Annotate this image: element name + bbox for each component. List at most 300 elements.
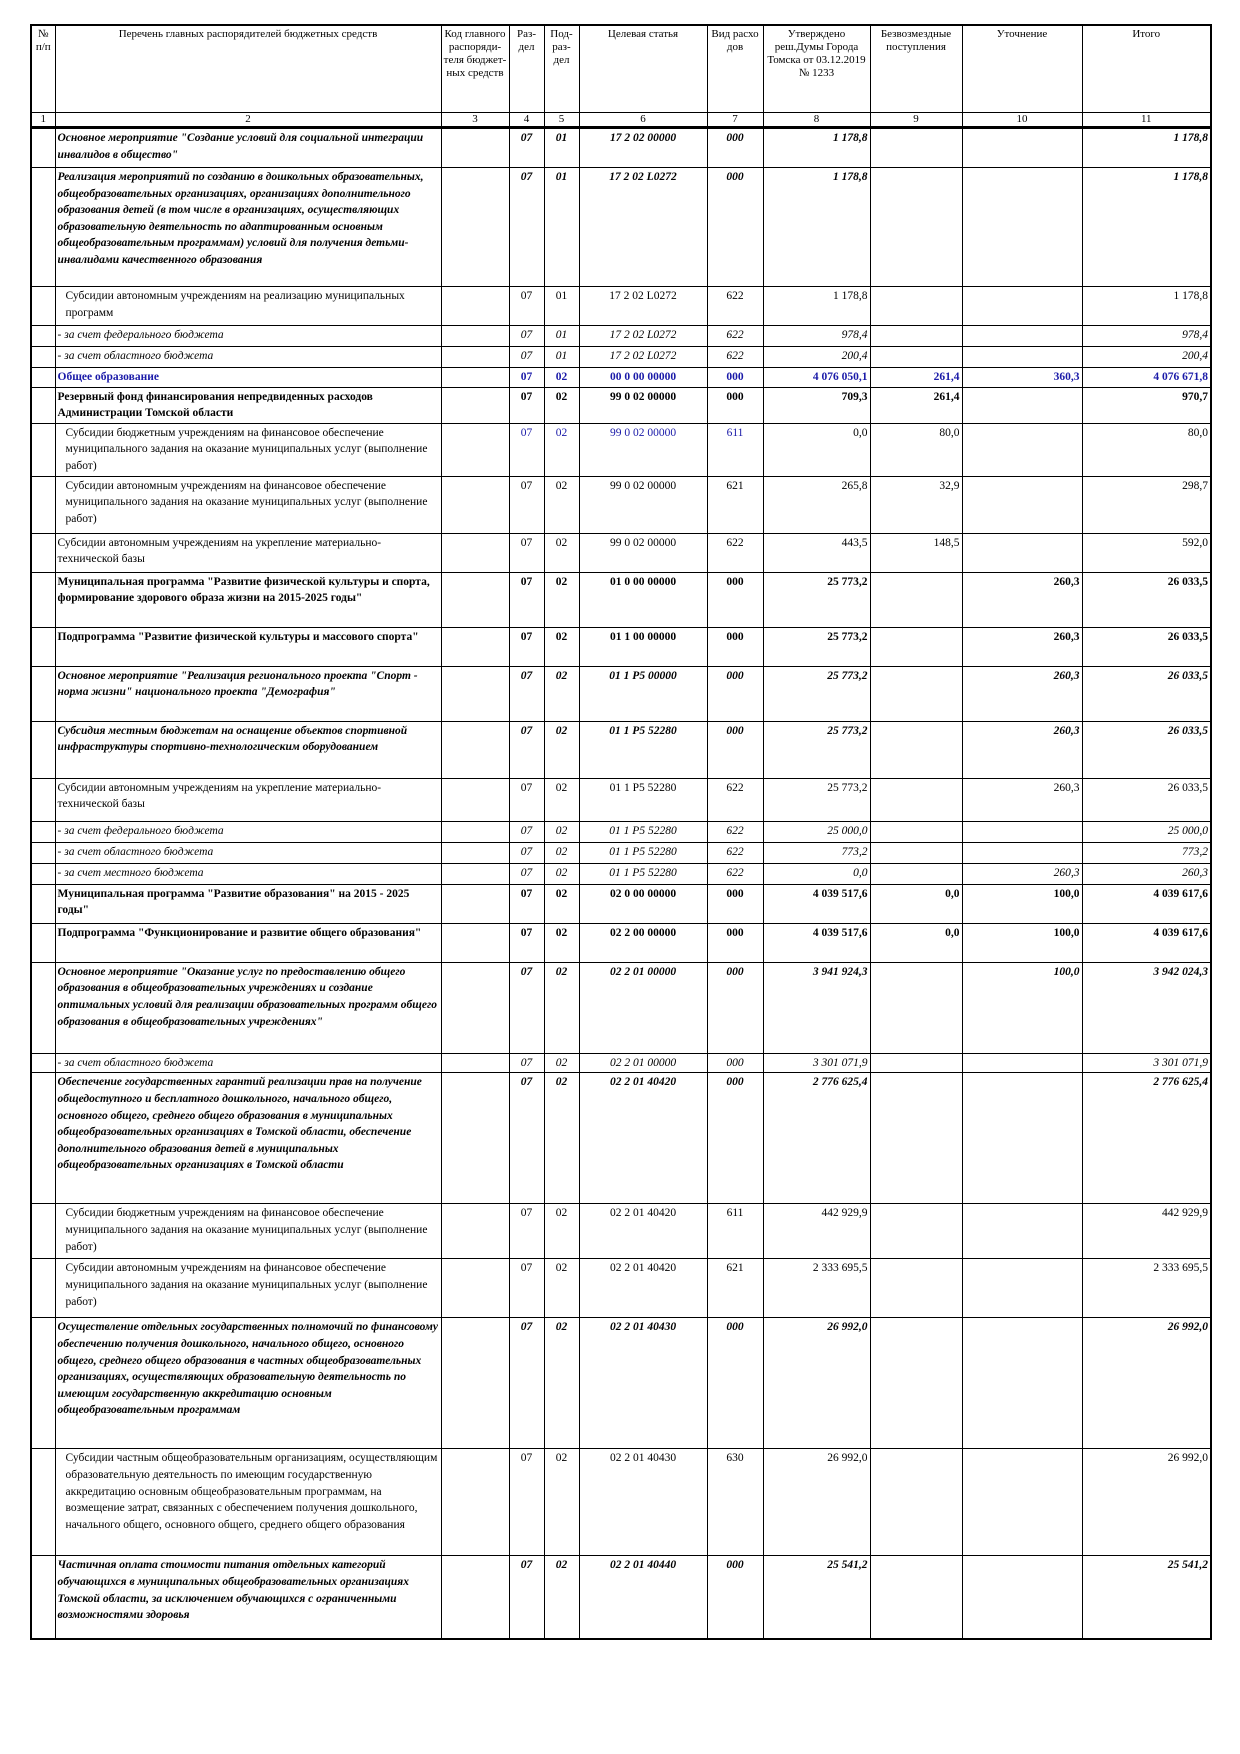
cell-num — [31, 533, 55, 572]
cell-razdel: 07 — [509, 128, 544, 168]
table-row — [31, 168, 1211, 287]
cell-approved: 25 773,2 — [763, 666, 870, 721]
cell-code — [441, 863, 509, 884]
cell-num — [31, 572, 55, 627]
cell-code — [441, 572, 509, 627]
table-row — [31, 476, 1211, 533]
cell-podrazdel: 02 — [544, 572, 579, 627]
cell-num — [31, 821, 55, 842]
cell-approved: 26 992,0 — [763, 1318, 870, 1449]
cell-podrazdel: 02 — [544, 884, 579, 923]
cell-free-receipts — [870, 1449, 962, 1556]
cell-podrazdel: 02 — [544, 721, 579, 778]
cell-vid: 000 — [707, 168, 763, 287]
cell-statya: 02 2 01 40420 — [579, 1204, 707, 1259]
cell-vid: 622 — [707, 842, 763, 863]
table-row — [31, 1053, 1211, 1073]
cell-vid: 611 — [707, 1204, 763, 1259]
cell-clarification: 100,0 — [962, 923, 1082, 962]
cell-statya: 02 2 00 00000 — [579, 923, 707, 962]
cell-statya: 00 0 00 00000 — [579, 368, 707, 388]
col-number: 7 — [707, 113, 763, 128]
header-free-receipts: Безвозмездные поступления — [870, 25, 962, 113]
cell-podrazdel: 02 — [544, 1449, 579, 1556]
cell-num — [31, 168, 55, 287]
table-row — [31, 863, 1211, 884]
cell-num — [31, 627, 55, 666]
cell-code — [441, 778, 509, 821]
cell-razdel: 07 — [509, 842, 544, 863]
cell-code — [441, 347, 509, 368]
cell-razdel: 07 — [509, 962, 544, 1053]
cell-razdel: 07 — [509, 476, 544, 533]
cell-num — [31, 962, 55, 1053]
cell-approved: 200,4 — [763, 347, 870, 368]
table-row — [31, 368, 1211, 388]
cell-name: Субсидии автономным учреждениям на финансовое обеспечение муниципального задания на оказание муниципальных услуг (выполнение работ) — [55, 476, 441, 533]
cell-clarification: 100,0 — [962, 962, 1082, 1053]
cell-total: 592,0 — [1082, 533, 1211, 572]
cell-podrazdel: 01 — [544, 128, 579, 168]
cell-name: Субсидия местным бюджетам на оснащение объектов спортивной инфраструктуры спортивно-технологическим оборудованием — [55, 721, 441, 778]
cell-num — [31, 1073, 55, 1204]
cell-approved: 26 992,0 — [763, 1449, 870, 1556]
cell-approved: 442 929,9 — [763, 1204, 870, 1259]
cell-code — [441, 423, 509, 476]
cell-total: 26 033,5 — [1082, 627, 1211, 666]
cell-vid: 000 — [707, 387, 763, 423]
header-approved: Утверждено реш.Думы Города Томска от 03.12.2019 № 1233 — [763, 25, 870, 113]
cell-podrazdel: 02 — [544, 1073, 579, 1204]
table-row — [31, 423, 1211, 476]
cell-total: 978,4 — [1082, 326, 1211, 347]
cell-statya: 02 2 01 40420 — [579, 1259, 707, 1318]
cell-name: Субсидии частным общеобразовательным организациям, осуществляющим образовательную деятельность по имеющим государственную аккредитацию основным общеобразовательным программам, на возмещение затрат, связанных с обеспечением получения дошкольного, начального общего, основного общего, среднего общего образования — [55, 1449, 441, 1556]
cell-razdel: 07 — [509, 326, 544, 347]
cell-free-receipts: 148,5 — [870, 533, 962, 572]
cell-clarification — [962, 1073, 1082, 1204]
cell-free-receipts — [870, 962, 962, 1053]
col-number: 10 — [962, 113, 1082, 128]
cell-num — [31, 387, 55, 423]
cell-code — [441, 1204, 509, 1259]
col-number: 5 — [544, 113, 579, 128]
cell-clarification: 260,3 — [962, 721, 1082, 778]
cell-free-receipts: 261,4 — [870, 387, 962, 423]
cell-vid: 622 — [707, 287, 763, 326]
budget-table-sheet — [30, 24, 1210, 1640]
cell-clarification — [962, 821, 1082, 842]
col-number: 8 — [763, 113, 870, 128]
table-row — [31, 923, 1211, 962]
cell-approved: 2 333 695,5 — [763, 1259, 870, 1318]
cell-vid: 000 — [707, 128, 763, 168]
cell-statya: 17 2 02 L0272 — [579, 347, 707, 368]
cell-total: 2 333 695,5 — [1082, 1259, 1211, 1318]
cell-name: Субсидии автономным учреждениям на укрепление материально-технической базы — [55, 533, 441, 572]
cell-statya: 02 2 01 00000 — [579, 1053, 707, 1073]
cell-total: 4 039 617,6 — [1082, 884, 1211, 923]
cell-razdel: 07 — [509, 923, 544, 962]
cell-razdel: 07 — [509, 884, 544, 923]
cell-razdel: 07 — [509, 347, 544, 368]
cell-approved: 4 039 517,6 — [763, 923, 870, 962]
cell-free-receipts: 32,9 — [870, 476, 962, 533]
cell-total: 4 076 671,8 — [1082, 368, 1211, 388]
cell-name: - за счет областного бюджета — [55, 347, 441, 368]
cell-name: Субсидии автономным учреждениям на финансовое обеспечение муниципального задания на оказание муниципальных услуг (выполнение работ) — [55, 1259, 441, 1318]
cell-razdel: 07 — [509, 1053, 544, 1073]
cell-vid: 630 — [707, 1449, 763, 1556]
table-row — [31, 128, 1211, 168]
cell-name: Основное мероприятие "Оказание услуг по предоставлению общего образования в общеобразовательных учреждениях и создание оптимальных условий для реализации образовательных программ общего образования в общеобразовательных учреждениях" — [55, 962, 441, 1053]
cell-vid: 622 — [707, 821, 763, 842]
cell-razdel: 07 — [509, 387, 544, 423]
cell-num — [31, 863, 55, 884]
cell-name: - за счет областного бюджета — [55, 1053, 441, 1073]
cell-statya: 02 0 00 00000 — [579, 884, 707, 923]
cell-statya: 01 1 00 00000 — [579, 627, 707, 666]
cell-statya: 17 2 02 00000 — [579, 128, 707, 168]
cell-statya: 02 2 01 40430 — [579, 1318, 707, 1449]
cell-vid: 000 — [707, 721, 763, 778]
cell-free-receipts — [870, 721, 962, 778]
cell-code — [441, 287, 509, 326]
table-row — [31, 1073, 1211, 1204]
cell-podrazdel: 02 — [544, 923, 579, 962]
cell-podrazdel: 02 — [544, 627, 579, 666]
cell-code — [441, 821, 509, 842]
cell-clarification — [962, 1318, 1082, 1449]
header-vid: Вид расхо дов — [707, 25, 763, 113]
cell-razdel: 07 — [509, 627, 544, 666]
cell-num — [31, 1449, 55, 1556]
header-clarification: Уточнение — [962, 25, 1082, 113]
cell-razdel: 07 — [509, 1259, 544, 1318]
cell-total: 26 033,5 — [1082, 778, 1211, 821]
cell-statya: 01 1 P5 52280 — [579, 721, 707, 778]
cell-name: Реализация мероприятий по созданию в дошкольных образовательных, общеобразовательных организациях, организациях дополнительного образования детей (в том числе в организациях, осуществляющих образовательную деятельность по адаптированным основным общеобразовательным программам) условий для получения детьми-инвалидами качественного образования — [55, 168, 441, 287]
table-row — [31, 1449, 1211, 1556]
cell-total: 25 541,2 — [1082, 1556, 1211, 1640]
cell-name: Основное мероприятие "Создание условий для социальной интеграции инвалидов в общество" — [55, 128, 441, 168]
cell-statya: 01 1 P5 52280 — [579, 842, 707, 863]
cell-clarification — [962, 1449, 1082, 1556]
table-row — [31, 572, 1211, 627]
cell-free-receipts — [870, 1259, 962, 1318]
table-row — [31, 533, 1211, 572]
cell-clarification: 360,3 — [962, 368, 1082, 388]
cell-statya: 17 2 02 L0272 — [579, 326, 707, 347]
header-podrazdel: Под- раз- дел — [544, 25, 579, 113]
cell-free-receipts — [870, 666, 962, 721]
cell-vid: 000 — [707, 1318, 763, 1449]
cell-free-receipts — [870, 1556, 962, 1640]
cell-code — [441, 387, 509, 423]
cell-code — [441, 1318, 509, 1449]
cell-name: - за счет местного бюджета — [55, 863, 441, 884]
cell-clarification: 260,3 — [962, 572, 1082, 627]
cell-num — [31, 721, 55, 778]
cell-name: Субсидии автономным учреждениям на реализацию муниципальных программ — [55, 287, 441, 326]
header-razdel: Раз- дел — [509, 25, 544, 113]
col-number: 1 — [31, 113, 55, 128]
cell-code — [441, 326, 509, 347]
table-row — [31, 627, 1211, 666]
cell-free-receipts — [870, 1318, 962, 1449]
table-row — [31, 884, 1211, 923]
cell-total: 26 033,5 — [1082, 666, 1211, 721]
cell-razdel: 07 — [509, 778, 544, 821]
cell-code — [441, 1449, 509, 1556]
col-number: 2 — [55, 113, 441, 128]
cell-total: 1 178,8 — [1082, 128, 1211, 168]
cell-num — [31, 476, 55, 533]
budget-table — [30, 24, 1212, 1640]
cell-vid: 622 — [707, 533, 763, 572]
cell-podrazdel: 02 — [544, 821, 579, 842]
cell-code — [441, 721, 509, 778]
cell-approved: 25 773,2 — [763, 721, 870, 778]
cell-total: 1 178,8 — [1082, 287, 1211, 326]
cell-code — [441, 1259, 509, 1318]
cell-clarification — [962, 1204, 1082, 1259]
cell-free-receipts — [870, 1053, 962, 1073]
cell-free-receipts — [870, 821, 962, 842]
cell-vid: 000 — [707, 884, 763, 923]
cell-podrazdel: 01 — [544, 168, 579, 287]
cell-code — [441, 923, 509, 962]
cell-podrazdel: 01 — [544, 287, 579, 326]
cell-statya: 01 0 00 00000 — [579, 572, 707, 627]
cell-name: Подпрограмма "Функционирование и развитие общего образования" — [55, 923, 441, 962]
cell-clarification — [962, 347, 1082, 368]
cell-podrazdel: 02 — [544, 962, 579, 1053]
cell-name: Субсидии автономным учреждениям на укрепление материально-технической базы — [55, 778, 441, 821]
table-row — [31, 666, 1211, 721]
cell-approved: 1 178,8 — [763, 128, 870, 168]
header-name: Перечень главных распорядителей бюджетных средств — [55, 25, 441, 113]
cell-code — [441, 1556, 509, 1640]
cell-approved: 709,3 — [763, 387, 870, 423]
cell-razdel: 07 — [509, 287, 544, 326]
cell-free-receipts: 0,0 — [870, 923, 962, 962]
cell-podrazdel: 02 — [544, 1204, 579, 1259]
cell-total: 80,0 — [1082, 423, 1211, 476]
cell-vid: 621 — [707, 476, 763, 533]
cell-total: 970,7 — [1082, 387, 1211, 423]
cell-podrazdel: 02 — [544, 1556, 579, 1640]
cell-code — [441, 627, 509, 666]
cell-razdel: 07 — [509, 666, 544, 721]
cell-clarification — [962, 533, 1082, 572]
cell-razdel: 07 — [509, 721, 544, 778]
cell-clarification — [962, 287, 1082, 326]
cell-approved: 1 178,8 — [763, 168, 870, 287]
cell-code — [441, 962, 509, 1053]
cell-statya: 02 2 01 40440 — [579, 1556, 707, 1640]
cell-approved: 4 076 050,1 — [763, 368, 870, 388]
cell-free-receipts: 261,4 — [870, 368, 962, 388]
cell-approved: 3 941 924,3 — [763, 962, 870, 1053]
cell-approved: 25 773,2 — [763, 572, 870, 627]
cell-total: 260,3 — [1082, 863, 1211, 884]
cell-free-receipts — [870, 572, 962, 627]
cell-vid: 622 — [707, 347, 763, 368]
cell-statya: 99 0 02 00000 — [579, 423, 707, 476]
cell-num — [31, 1053, 55, 1073]
cell-clarification — [962, 1556, 1082, 1640]
cell-statya: 02 2 01 00000 — [579, 962, 707, 1053]
cell-razdel: 07 — [509, 1204, 544, 1259]
cell-total: 26 992,0 — [1082, 1318, 1211, 1449]
cell-approved: 0,0 — [763, 863, 870, 884]
cell-podrazdel: 02 — [544, 423, 579, 476]
table-row — [31, 1318, 1211, 1449]
table-body — [31, 128, 1211, 1640]
col-number: 6 — [579, 113, 707, 128]
header-num: № п/п — [31, 25, 55, 113]
cell-razdel: 07 — [509, 863, 544, 884]
table-row — [31, 778, 1211, 821]
cell-clarification — [962, 842, 1082, 863]
cell-code — [441, 1073, 509, 1204]
cell-statya: 01 1 P5 52280 — [579, 821, 707, 842]
cell-podrazdel: 01 — [544, 347, 579, 368]
cell-num — [31, 1259, 55, 1318]
header-total: Итого — [1082, 25, 1211, 113]
cell-code — [441, 533, 509, 572]
cell-razdel: 07 — [509, 533, 544, 572]
cell-statya: 02 2 01 40420 — [579, 1073, 707, 1204]
cell-name: Субсидии бюджетным учреждениям на финансовое обеспечение муниципального задания на оказание муниципальных услуг (выполнение работ) — [55, 423, 441, 476]
cell-approved: 265,8 — [763, 476, 870, 533]
cell-num — [31, 884, 55, 923]
cell-num — [31, 1556, 55, 1640]
cell-podrazdel: 02 — [544, 1318, 579, 1449]
cell-name: - за счет областного бюджета — [55, 842, 441, 863]
cell-total: 200,4 — [1082, 347, 1211, 368]
cell-total: 26 992,0 — [1082, 1449, 1211, 1556]
cell-name: Подпрограмма "Развитие физической культуры и массового спорта" — [55, 627, 441, 666]
table-row — [31, 326, 1211, 347]
cell-num — [31, 368, 55, 388]
cell-clarification — [962, 1053, 1082, 1073]
cell-total: 26 033,5 — [1082, 572, 1211, 627]
cell-num — [31, 666, 55, 721]
cell-vid: 000 — [707, 1053, 763, 1073]
cell-num — [31, 778, 55, 821]
cell-statya: 99 0 02 00000 — [579, 476, 707, 533]
table-row — [31, 287, 1211, 326]
cell-total: 25 000,0 — [1082, 821, 1211, 842]
cell-razdel: 07 — [509, 423, 544, 476]
cell-statya: 02 2 01 40430 — [579, 1449, 707, 1556]
table-row — [31, 387, 1211, 423]
cell-podrazdel: 02 — [544, 476, 579, 533]
cell-total: 3 301 071,9 — [1082, 1053, 1211, 1073]
cell-approved: 773,2 — [763, 842, 870, 863]
cell-statya: 01 1 P5 52280 — [579, 863, 707, 884]
cell-name: Основное мероприятие "Реализация регионального проекта "Спорт - норма жизни" национального проекта "Демография" — [55, 666, 441, 721]
table-row — [31, 962, 1211, 1053]
cell-free-receipts — [870, 1204, 962, 1259]
cell-clarification: 100,0 — [962, 884, 1082, 923]
cell-approved: 1 178,8 — [763, 287, 870, 326]
cell-approved: 25 000,0 — [763, 821, 870, 842]
table-row — [31, 1556, 1211, 1640]
cell-code — [441, 128, 509, 168]
cell-num — [31, 923, 55, 962]
cell-clarification — [962, 168, 1082, 287]
cell-razdel: 07 — [509, 572, 544, 627]
cell-podrazdel: 02 — [544, 1053, 579, 1073]
cell-code — [441, 168, 509, 287]
cell-vid: 611 — [707, 423, 763, 476]
cell-podrazdel: 02 — [544, 666, 579, 721]
table-row — [31, 842, 1211, 863]
cell-razdel: 07 — [509, 1449, 544, 1556]
cell-name: Субсидии бюджетным учреждениям на финансовое обеспечение муниципального задания на оказание муниципальных услуг (выполнение работ) — [55, 1204, 441, 1259]
cell-name: Муниципальная программа "Развитие физической культуры и спорта, формирование здорового образа жизни на 2015-2025 годы" — [55, 572, 441, 627]
cell-vid: 000 — [707, 627, 763, 666]
cell-free-receipts — [870, 326, 962, 347]
cell-free-receipts — [870, 347, 962, 368]
cell-free-receipts — [870, 168, 962, 287]
cell-free-receipts — [870, 1073, 962, 1204]
cell-clarification: 260,3 — [962, 627, 1082, 666]
cell-vid: 000 — [707, 923, 763, 962]
cell-free-receipts — [870, 627, 962, 666]
cell-approved: 978,4 — [763, 326, 870, 347]
cell-total: 773,2 — [1082, 842, 1211, 863]
cell-razdel: 07 — [509, 1318, 544, 1449]
cell-podrazdel: 01 — [544, 326, 579, 347]
cell-vid: 622 — [707, 326, 763, 347]
table-row — [31, 1259, 1211, 1318]
cell-total: 4 039 617,6 — [1082, 923, 1211, 962]
cell-name: - за счет федерального бюджета — [55, 821, 441, 842]
cell-num — [31, 1204, 55, 1259]
cell-razdel: 07 — [509, 168, 544, 287]
header-statya: Целевая статья — [579, 25, 707, 113]
cell-clarification: 260,3 — [962, 778, 1082, 821]
cell-razdel: 07 — [509, 368, 544, 388]
cell-total: 442 929,9 — [1082, 1204, 1211, 1259]
col-number: 3 — [441, 113, 509, 128]
cell-name: Обеспечение государственных гарантий реализации прав на получение общедоступного и бесплатного дошкольного, начального общего, основного общего, среднего общего образования в муниципальных общеобразовательных организациях в Томской области, обеспечение дополнительного образования детей в муниципальных общеобразовательных организациях в Томской области — [55, 1073, 441, 1204]
cell-num — [31, 287, 55, 326]
col-number: 11 — [1082, 113, 1211, 128]
cell-approved: 25 773,2 — [763, 778, 870, 821]
cell-num — [31, 423, 55, 476]
cell-total: 1 178,8 — [1082, 168, 1211, 287]
cell-approved: 3 301 071,9 — [763, 1053, 870, 1073]
cell-razdel: 07 — [509, 1073, 544, 1204]
cell-vid: 000 — [707, 572, 763, 627]
header-code: Код главного распоряди- теля бюджет- ных средств — [441, 25, 509, 113]
cell-code — [441, 884, 509, 923]
cell-free-receipts — [870, 128, 962, 168]
cell-code — [441, 666, 509, 721]
cell-statya: 01 1 P5 52280 — [579, 778, 707, 821]
table-row — [31, 721, 1211, 778]
cell-num — [31, 326, 55, 347]
cell-statya: 17 2 02 L0272 — [579, 168, 707, 287]
cell-vid: 622 — [707, 778, 763, 821]
cell-statya: 99 0 02 00000 — [579, 533, 707, 572]
cell-podrazdel: 02 — [544, 368, 579, 388]
